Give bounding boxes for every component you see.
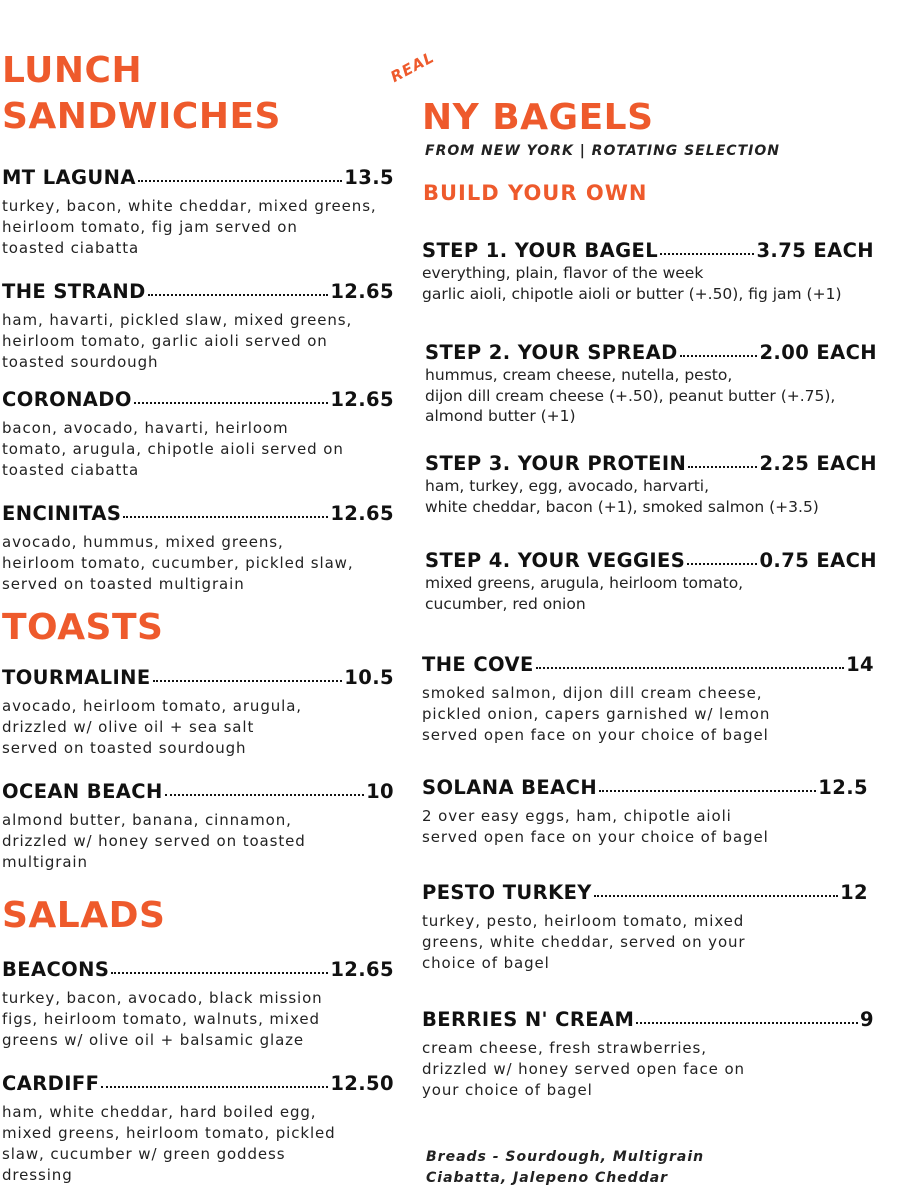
item-description: 2 over easy eggs, ham, chipotle aioli served open face on your choice of bagel [422, 807, 769, 846]
step-description: hummus, cream cheese, nutella, pesto, dijon dill cream cheese (+.50), peanut butter (+.75), almond butter (+1) [425, 366, 836, 425]
item-price: 10 [366, 780, 394, 803]
menu-item-berries-n-cream [422, 1008, 874, 1101]
item-name: OCEAN BEACH [2, 780, 163, 803]
item-name: MT LAGUNA [2, 166, 136, 189]
step-name: STEP 3. YOUR PROTEIN [425, 452, 687, 475]
left-column [2, 0, 394, 1200]
item-price: 12 [840, 881, 868, 904]
dot-leader [165, 790, 364, 796]
breads-note: Breads - Sourdough, Multigrain Ciabatta, Jalepeno Cheddar [426, 1149, 705, 1186]
item-description: turkey, bacon, avocado, black mission figs, heirloom tomato, walnuts, mixed greens w/ olive oil + balsamic glaze [2, 989, 323, 1049]
lunch-title-line2: SANDWICHES [2, 96, 281, 137]
menu-item-the-strand [2, 280, 394, 373]
item-description: avocado, heirloom tomato, arugula, drizzled w/ olive oil + sea salt served on toasted sourdough [2, 697, 302, 757]
item-name: SOLANA BEACH [422, 776, 598, 799]
item-description: cream cheese, fresh strawberries, drizzled w/ honey served open face on your choice of bagel [422, 1039, 745, 1099]
step-price: 2.00 EACH [759, 341, 877, 364]
item-price: 9 [860, 1008, 874, 1031]
menu-item-encinitas [2, 502, 394, 595]
item-price: 12.65 [330, 388, 394, 411]
menu-item-pesto-turkey [422, 881, 874, 974]
dot-leader [134, 398, 328, 404]
dot-leader [148, 290, 329, 296]
dot-leader [101, 1082, 328, 1088]
dot-leader [111, 968, 328, 974]
item-name: BERRIES N' CREAM [422, 1008, 635, 1031]
menu-item-ocean-beach [2, 780, 394, 873]
item-price: 14 [846, 653, 874, 676]
item-description: smoked salmon, dijon dill cream cheese, pickled onion, capers garnished w/ lemon served open face on your choice of bagel [422, 684, 771, 744]
step-price: 0.75 EACH [759, 549, 877, 572]
step-price: 3.75 EACH [756, 239, 874, 262]
dot-leader [636, 1018, 858, 1024]
item-name: THE COVE [422, 653, 534, 676]
item-name: CORONADO [2, 388, 132, 411]
step-your-spread [425, 341, 877, 427]
item-name: TOURMALINE [2, 666, 151, 689]
menu-item-tourmaline [2, 666, 394, 759]
ny-bagels-title: NY BAGELS [422, 97, 654, 138]
item-price: 13.5 [344, 166, 394, 189]
item-name: BEACONS [2, 958, 110, 981]
dot-leader [153, 676, 343, 682]
bagels-subtitle: FROM NEW YORK | ROTATING SELECTION [425, 143, 780, 159]
toasts-title: TOASTS [2, 607, 164, 648]
dot-leader [536, 663, 844, 669]
real-label: REAL [387, 48, 438, 86]
step-name: STEP 2. YOUR SPREAD [425, 341, 678, 364]
step-your-protein [425, 452, 877, 517]
step-description: everything, plain, flavor of the week garlic aioli, chipotle aioli or butter (+.50), fig jam (+1) [422, 264, 842, 303]
item-description: almond butter, banana, cinnamon, drizzled w/ honey served on toasted multigrain [2, 811, 306, 871]
item-price: 10.5 [344, 666, 394, 689]
item-price: 12.5 [818, 776, 868, 799]
menu-item-solana-beach [422, 776, 874, 848]
step-name: STEP 1. YOUR BAGEL [422, 239, 659, 262]
dot-leader [688, 462, 757, 468]
step-name: STEP 4. YOUR VEGGIES [425, 549, 686, 572]
menu-item-coronado [2, 388, 394, 481]
item-description: ham, havarti, pickled slaw, mixed greens, heirloom tomato, garlic aioli served on toasted sourdough [2, 311, 353, 371]
step-your-bagel [422, 239, 874, 304]
step-description: mixed greens, arugula, heirloom tomato, cucumber, red onion [425, 574, 744, 613]
item-description: turkey, pesto, heirloom tomato, mixed greens, white cheddar, served on your choice of bagel [422, 912, 746, 972]
item-price: 12.65 [330, 958, 394, 981]
step-price: 2.25 EACH [759, 452, 877, 475]
dot-leader [680, 351, 758, 357]
item-description: avocado, hummus, mixed greens, heirloom tomato, cucumber, pickled slaw, served on toasted multigrain [2, 533, 354, 593]
build-your-own-title: BUILD YOUR OWN [423, 181, 648, 205]
dot-leader [687, 559, 757, 565]
item-name: CARDIFF [2, 1072, 100, 1095]
item-description: turkey, bacon, white cheddar, mixed greens, heirloom tomato, fig jam served on toasted ciabatta [2, 197, 377, 257]
lunch-title-line1: LUNCH [2, 50, 143, 91]
item-description: bacon, avocado, havarti, heirloom tomato, arugula, chipotle aioli served on toasted ciabatta [2, 419, 344, 479]
salads-title: SALADS [2, 895, 166, 936]
item-name: ENCINITAS [2, 502, 122, 525]
menu-item-cardiff [2, 1072, 394, 1186]
dot-leader [123, 512, 328, 518]
lunch-sandwiches-title [2, 48, 281, 140]
item-name: PESTO TURKEY [422, 881, 592, 904]
item-name: THE STRAND [2, 280, 146, 303]
dot-leader [660, 249, 754, 255]
dot-leader [599, 786, 816, 792]
step-description: ham, turkey, egg, avocado, harvarti, white cheddar, bacon (+1), smoked salmon (+3.5) [425, 477, 819, 516]
menu-item-mt-laguna [2, 166, 394, 259]
item-price: 12.50 [330, 1072, 394, 1095]
menu-item-beacons [2, 958, 394, 1051]
menu-item-the-cove [422, 653, 874, 746]
dot-leader [594, 891, 838, 897]
dot-leader [138, 176, 342, 182]
item-price: 12.65 [330, 502, 394, 525]
item-price: 12.65 [330, 280, 394, 303]
item-description: ham, white cheddar, hard boiled egg, mixed greens, heirloom tomato, pickled slaw, cucumber w/ green goddess dressing [2, 1103, 336, 1184]
step-your-veggies [425, 549, 877, 614]
